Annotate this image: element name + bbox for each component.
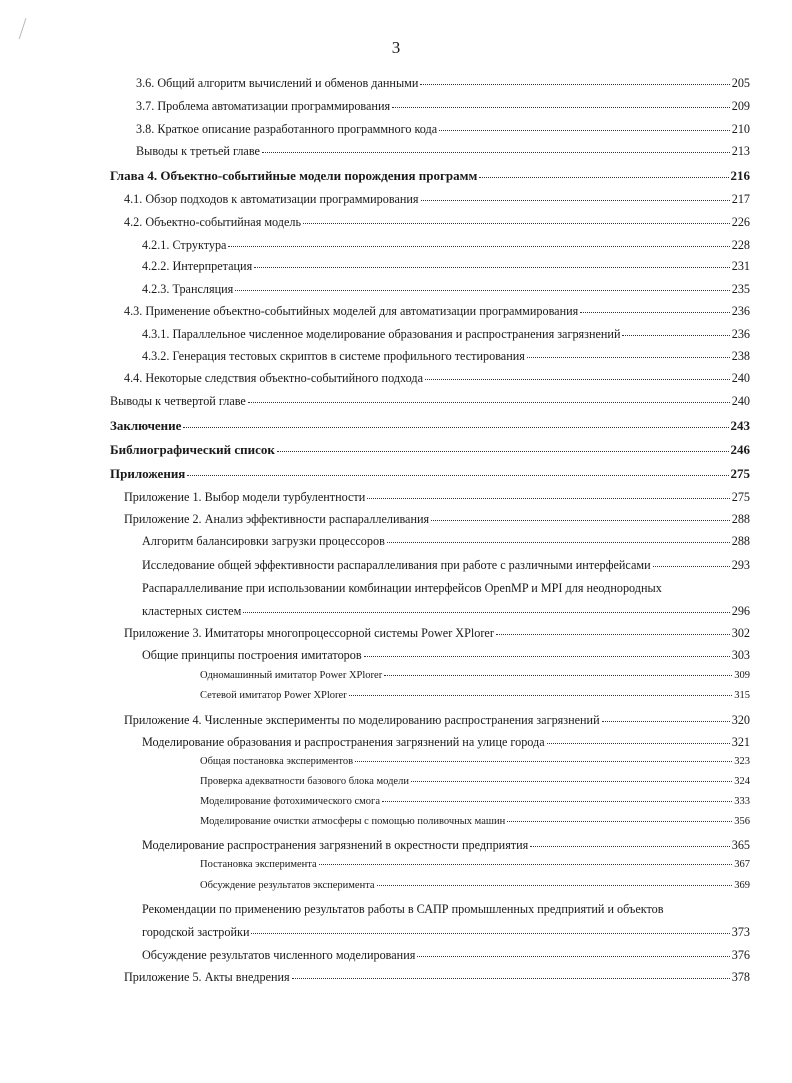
toc-entry-page: 217 <box>731 192 750 206</box>
toc-entry-label: Моделирование очистки атмосферы с помощью поливочных машин <box>200 816 506 827</box>
toc-entry-label: 4.2.1. Структура <box>142 238 227 252</box>
toc-entry-page: 275 <box>731 490 750 504</box>
toc-entry[interactable] <box>124 490 750 505</box>
toc-entry-label: Приложение 3. Имитаторы многопроцессорной системы Power XPlorer <box>124 626 494 640</box>
dot-leader <box>431 520 730 521</box>
dot-leader <box>277 451 729 452</box>
toc-entry-label: Исследование общей эффективности распараллеливания при работе с различными интерфейсами <box>142 558 651 572</box>
toc-entry-page: 333 <box>734 796 750 807</box>
toc-entry-label: 4.2.2. Интерпретация <box>142 259 253 273</box>
dot-leader <box>377 885 733 886</box>
dot-leader <box>292 978 730 979</box>
dot-leader <box>228 246 729 247</box>
toc-entry[interactable] <box>124 215 750 230</box>
toc-entry[interactable] <box>110 168 750 184</box>
toc-entry-page: 209 <box>731 99 750 113</box>
toc-entry-label: Алгоритм балансировки загрузки процессоров <box>142 534 385 548</box>
dot-leader <box>496 634 730 635</box>
dot-leader <box>235 290 729 291</box>
toc-entry-page: 373 <box>731 925 750 939</box>
toc-entry-page: 320 <box>731 713 750 727</box>
toc-entry-page: 228 <box>731 238 750 252</box>
dot-leader <box>349 695 733 696</box>
dot-leader <box>254 267 730 268</box>
toc-entry-label: Выводы к третьей главе <box>136 144 260 158</box>
toc-entry[interactable] <box>142 327 750 342</box>
toc-entry-label: Проверка адекватности базового блока модели <box>200 776 409 787</box>
dot-leader <box>367 498 729 499</box>
toc-entry-page: 240 <box>731 371 750 385</box>
toc-entry-page: 243 <box>730 418 750 433</box>
toc-entry-label: Постановка эксперимента <box>200 859 317 870</box>
toc-entry[interactable] <box>200 756 750 767</box>
toc-entry[interactable] <box>136 144 750 159</box>
toc-entry-label: 4.3.1. Параллельное численное моделирование образования и распространения загрязнений <box>142 327 621 341</box>
toc-entry-page: 210 <box>731 122 750 136</box>
dot-leader <box>262 152 730 153</box>
toc-entry[interactable] <box>142 259 750 274</box>
toc-entry-page: 240 <box>731 394 750 408</box>
toc-entry-label: 4.2. Объектно-событийная модель <box>124 215 302 229</box>
dot-leader <box>183 427 728 428</box>
toc-entry[interactable] <box>136 99 750 114</box>
toc-entry-label: Приложение 2. Анализ эффективности распараллеливания <box>124 512 430 526</box>
toc-entry-page: 293 <box>731 558 750 572</box>
toc-entry[interactable] <box>110 418 750 434</box>
toc-entry-page: 236 <box>731 327 750 341</box>
toc-entry[interactable] <box>142 648 750 663</box>
dot-leader <box>248 402 730 403</box>
toc-entry-page: 296 <box>731 604 750 618</box>
toc-entry-page: 246 <box>730 442 750 457</box>
toc-entry[interactable] <box>124 304 750 319</box>
toc-entry-label: 4.2.3. Трансляция <box>142 282 234 296</box>
dot-leader <box>303 223 730 224</box>
toc-entry[interactable] <box>142 282 750 297</box>
dot-leader <box>527 357 730 358</box>
toc-entry-page: 275 <box>730 466 750 481</box>
toc-entry-label: 3.8. Краткое описание разработанного программного кода <box>136 122 438 136</box>
toc-entry[interactable] <box>142 558 750 573</box>
toc-entry-label: Общая постановка экспериментов <box>200 756 354 767</box>
dot-leader <box>420 84 729 85</box>
dot-leader <box>507 821 732 822</box>
toc-entry-label: Общие принципы построения имитаторов <box>142 648 362 662</box>
toc-entry-page: 288 <box>731 512 750 526</box>
toc-entry-page: 238 <box>731 349 750 363</box>
toc-entry[interactable] <box>142 238 750 253</box>
dot-leader <box>355 761 732 762</box>
dot-leader <box>421 200 730 201</box>
toc-entry[interactable] <box>142 534 750 549</box>
toc-entry[interactable] <box>200 796 750 807</box>
toc-entry-label: Библиографический список <box>110 442 275 457</box>
toc-entry-label: Заключение <box>110 418 182 433</box>
toc-entry-page: 321 <box>731 735 750 749</box>
toc-entry[interactable] <box>110 442 750 458</box>
toc-entry-page: 323 <box>734 756 750 767</box>
toc-entry-page: 226 <box>731 215 750 229</box>
dot-leader <box>653 566 730 567</box>
toc-entry[interactable] <box>142 948 750 963</box>
dot-leader <box>251 933 729 934</box>
toc-entry-page: 213 <box>731 144 750 158</box>
dot-leader <box>479 177 728 178</box>
dot-leader <box>439 130 730 131</box>
toc-entry-page: 236 <box>731 304 750 318</box>
toc-entry-label-line1: Рекомендации по применению результатов работы в САПР промышленных предприятий и объектов <box>142 902 664 916</box>
toc-entry[interactable] <box>124 626 750 641</box>
toc-entry[interactable] <box>142 838 750 853</box>
toc-entry[interactable] <box>142 349 750 364</box>
toc-entry[interactable] <box>124 713 750 728</box>
toc-entry[interactable] <box>200 776 750 787</box>
toc-entry[interactable] <box>124 512 750 527</box>
dot-leader <box>425 379 730 380</box>
dot-leader <box>384 675 732 676</box>
toc-entry-page: 216 <box>730 168 750 183</box>
toc-entry-label: 4.4. Некоторые следствия объектно-событийного подхода <box>124 371 424 385</box>
dot-leader <box>622 335 729 336</box>
toc-entry-label: Одномашинный имитатор Power XPlorer <box>200 670 383 681</box>
toc-entry-label: Приложение 4. Численные эксперименты по моделированию распространения загрязнений <box>124 713 600 727</box>
toc-entry-page: 369 <box>734 880 750 891</box>
toc-entry-label: Моделирование фотохимического смога <box>200 796 380 807</box>
toc-entry-page: 303 <box>731 648 750 662</box>
toc-entry-page: 324 <box>734 776 750 787</box>
scan-mark <box>19 18 29 40</box>
toc-entry-page: 235 <box>731 282 750 296</box>
toc-entry-page: 365 <box>731 838 750 852</box>
toc-entry[interactable] <box>124 371 750 386</box>
toc-entry[interactable] <box>142 925 750 940</box>
toc-entry[interactable] <box>200 670 750 681</box>
toc-entry-label: Обсуждение результатов численного моделирования <box>142 948 416 962</box>
toc-entry-label: Выводы к четвертой главе <box>110 394 246 408</box>
toc-entry-label: Приложения <box>110 466 186 481</box>
dot-leader <box>187 475 728 476</box>
dot-leader <box>417 956 729 957</box>
toc-entry-page: 367 <box>734 859 750 870</box>
toc-entry-page: 309 <box>734 670 750 681</box>
toc-entry-label: 4.1. Обзор подходов к автоматизации программирования <box>124 192 419 206</box>
toc-entry-page: 378 <box>731 970 750 984</box>
toc-entry-label-line1: Распараллеливание при использовании комбинации интерфейсов OpenMP и MPI для неоднородных <box>142 581 662 595</box>
toc-entry[interactable] <box>142 735 750 750</box>
dot-leader <box>530 846 729 847</box>
dot-leader <box>392 107 730 108</box>
toc-entry-page: 376 <box>731 948 750 962</box>
dot-leader <box>602 721 730 722</box>
toc-entry[interactable] <box>200 880 750 891</box>
dot-leader <box>364 656 730 657</box>
dot-leader <box>382 801 732 802</box>
dot-leader <box>547 743 730 744</box>
toc-entry-page: 302 <box>731 626 750 640</box>
toc-entry-page: 356 <box>734 816 750 827</box>
toc-entry[interactable] <box>136 122 750 137</box>
toc-entry-label: Приложение 1. Выбор модели турбулентности <box>124 490 366 504</box>
toc-entry-label: 4.3.2. Генерация тестовых скриптов в системе профильного тестирования <box>142 349 525 363</box>
toc-entry-page: 205 <box>731 76 750 90</box>
toc-entry-page: 315 <box>734 690 750 701</box>
toc-entry-label: Глава 4. Объектно-событийные модели порождения программ <box>110 168 478 183</box>
toc-entry-label: Сетевой имитатор Power XPlorer <box>200 690 347 701</box>
dot-leader <box>319 864 733 865</box>
toc-entry[interactable] <box>200 859 750 870</box>
toc-entry-page: 231 <box>731 259 750 273</box>
dot-leader <box>580 312 729 313</box>
toc-entry[interactable] <box>200 690 750 701</box>
toc-entry-label: Приложение 5. Акты внедрения <box>124 970 290 984</box>
toc-entry[interactable] <box>110 394 750 409</box>
toc-entry-label: Моделирование образования и распространения загрязнений на улице города <box>142 735 545 749</box>
toc-entry[interactable] <box>124 192 750 207</box>
toc-entry-label: кластерных систем <box>142 604 242 618</box>
toc-entry[interactable] <box>124 970 750 985</box>
toc-entry-label: Обсуждение результатов эксперимента <box>200 880 375 891</box>
toc-entry[interactable] <box>200 816 750 827</box>
page-number: 3 <box>391 38 401 57</box>
toc-entry-label: 3.7. Проблема автоматизации программирования <box>136 99 391 113</box>
toc-entry-label: 4.3. Применение объектно-событийных моделей для автоматизации программирования <box>124 304 579 318</box>
dot-leader <box>243 612 729 613</box>
toc-entry[interactable] <box>136 76 750 91</box>
toc-entry-page: 288 <box>731 534 750 548</box>
toc-entry-label: Моделирование распространения загрязнений в окрестности предприятия <box>142 838 529 852</box>
toc-entry-label: 3.6. Общий алгоритм вычислений и обменов данными <box>136 76 419 90</box>
dot-leader <box>387 542 730 543</box>
toc-entry[interactable] <box>142 604 750 619</box>
toc-entry[interactable] <box>110 466 750 482</box>
dot-leader <box>411 781 732 782</box>
toc-entry-label: городской застройки <box>142 925 250 939</box>
